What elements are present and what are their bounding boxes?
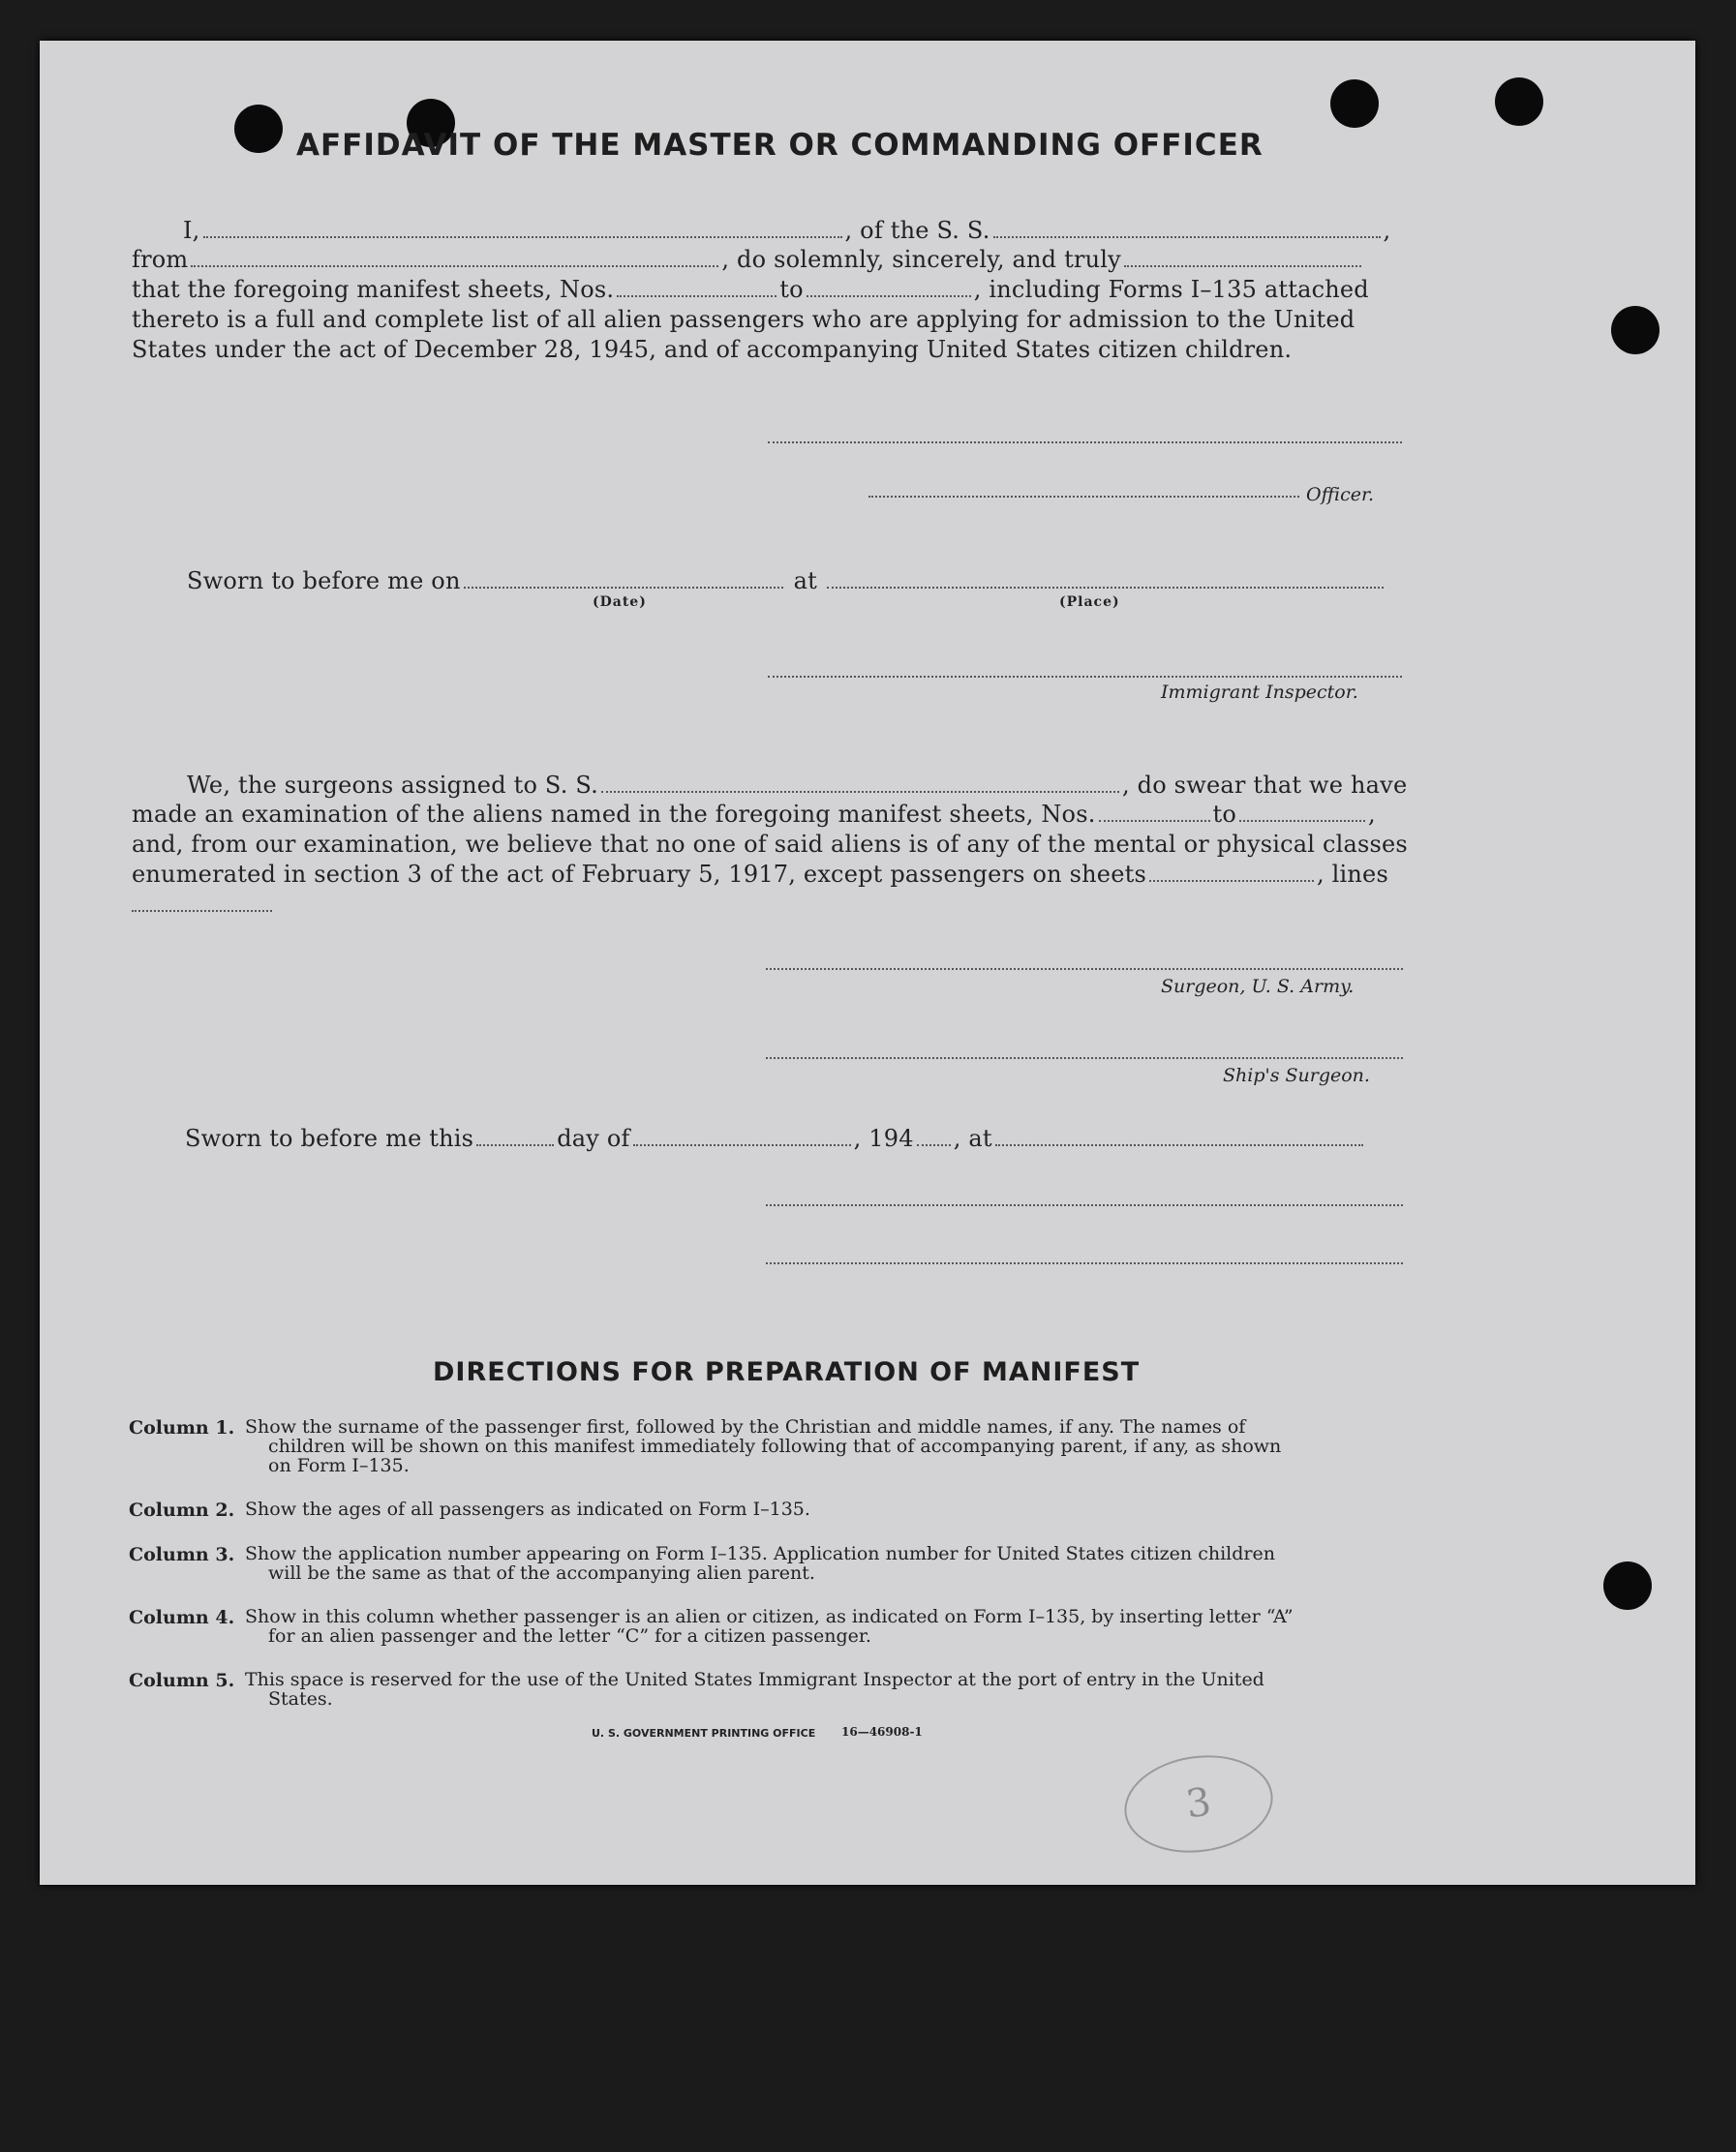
ship-name-field[interactable] bbox=[993, 235, 1381, 238]
text: at bbox=[793, 567, 817, 594]
text: day of bbox=[557, 1125, 630, 1152]
text: for an alien passenger and the letter “C” for a citizen passenger. bbox=[268, 1625, 871, 1647]
surgeon-sheet-to-field[interactable] bbox=[1239, 819, 1365, 822]
army-surgeon-label: Surgeon, U. S. Army. bbox=[1161, 976, 1355, 997]
footer-code: 16—46908-1 bbox=[841, 1725, 923, 1739]
text: that the foregoing manifest sheets, Nos. bbox=[132, 276, 615, 303]
column-1-label: Column 1. bbox=[129, 1417, 235, 1439]
punch-hole bbox=[1495, 77, 1543, 126]
text: We, the surgeons assigned to S. S. bbox=[187, 772, 598, 799]
punch-hole bbox=[234, 105, 283, 153]
from-field[interactable] bbox=[191, 264, 718, 267]
army-surgeon-signature-line[interactable] bbox=[766, 968, 1403, 970]
text: Show the ages of all passengers as indicated on Form I–135. bbox=[245, 1499, 810, 1520]
affidavit-line-1 bbox=[183, 217, 1390, 244]
name-field[interactable] bbox=[203, 235, 842, 238]
officer-signature-line-1[interactable] bbox=[768, 441, 1402, 443]
column-2-text bbox=[245, 1500, 1436, 1519]
officer-line-1[interactable] bbox=[766, 1204, 1403, 1206]
text: , bbox=[1383, 217, 1391, 244]
text: , do swear that we have bbox=[1121, 772, 1408, 799]
text: This space is reserved for the use of the United States Immigrant Inspector at the port of entry in the United bbox=[245, 1669, 1264, 1690]
sheet-from-field[interactable] bbox=[617, 294, 777, 297]
document-page bbox=[40, 41, 1695, 1885]
text: Sworn to before me on bbox=[187, 567, 461, 594]
column-4-label: Column 4. bbox=[129, 1607, 235, 1628]
text: , at bbox=[953, 1125, 992, 1152]
lines-field[interactable] bbox=[132, 910, 272, 912]
officer-label: Officer. bbox=[1306, 484, 1375, 505]
sheet-to-field[interactable] bbox=[807, 294, 971, 297]
stamp-mark: 3 bbox=[1118, 1746, 1279, 1862]
column-3-label: Column 3. bbox=[129, 1544, 235, 1565]
affidavit-line-5: States under the act of December 28, 1945, and of accompanying United States citizen children. bbox=[132, 336, 1293, 363]
affidavit-line-2 bbox=[132, 246, 1364, 273]
surgeons-line-2 bbox=[132, 801, 1376, 828]
year-field[interactable] bbox=[917, 1143, 951, 1146]
text: Show in this column whether passenger is an alien or citizen, as indicated on Form I–135, by inserting letter “A” bbox=[245, 1606, 1294, 1627]
text: Sworn to before me this bbox=[185, 1125, 474, 1152]
officer-signature-line-2[interactable] bbox=[868, 496, 1299, 498]
text: , 194 bbox=[853, 1125, 914, 1152]
text: States. bbox=[268, 1688, 333, 1710]
ship-surgeon-signature-line[interactable] bbox=[766, 1057, 1403, 1059]
text: made an examination of the aliens named in the foregoing manifest sheets, Nos. bbox=[132, 801, 1096, 828]
text: will be the same as that of the accompanying alien parent. bbox=[268, 1562, 815, 1584]
text: , lines bbox=[1316, 861, 1388, 888]
affidavit-line-4: thereto is a full and complete list of all alien passengers who are applying for admission to the United bbox=[132, 306, 1355, 333]
sworn-text-1 bbox=[187, 567, 1386, 594]
text: to bbox=[1212, 801, 1237, 828]
sworn-text-2 bbox=[185, 1125, 1366, 1152]
affidavit-line-3 bbox=[132, 276, 1369, 303]
text: , including Forms I–135 attached bbox=[973, 276, 1369, 303]
inspector-signature-line[interactable] bbox=[768, 676, 1402, 678]
punch-hole bbox=[1611, 306, 1660, 354]
month-field[interactable] bbox=[633, 1143, 851, 1146]
text: I, bbox=[183, 217, 200, 244]
page-title: AFFIDAVIT OF THE MASTER OR COMMANDING OFFICER bbox=[296, 128, 1264, 163]
surgeons-line-1 bbox=[187, 772, 1407, 799]
punch-hole bbox=[1603, 1561, 1652, 1610]
surgeons-line-4 bbox=[132, 861, 1388, 888]
truly-field[interactable] bbox=[1124, 264, 1361, 267]
column-4-text bbox=[245, 1607, 1436, 1646]
ship-surgeon-label: Ship's Surgeon. bbox=[1223, 1065, 1370, 1086]
except-sheets-field[interactable] bbox=[1149, 879, 1314, 882]
text: on Form I–135. bbox=[268, 1455, 410, 1476]
inspector-label: Immigrant Inspector. bbox=[1161, 682, 1358, 703]
day-field[interactable] bbox=[476, 1143, 554, 1146]
column-5-text bbox=[245, 1670, 1436, 1709]
sworn-place-field[interactable] bbox=[827, 586, 1384, 589]
text: Show the application number appearing on Form I–135. Application number for United States citizen children bbox=[245, 1543, 1275, 1564]
punch-hole bbox=[1330, 79, 1379, 128]
officer-line-2[interactable] bbox=[766, 1262, 1403, 1264]
text: from bbox=[132, 246, 189, 273]
column-1-text bbox=[245, 1417, 1436, 1475]
date-caption: (Date) bbox=[593, 594, 647, 610]
text: Show the surname of the passenger first, followed by the Christian and middle names, if any. The names of bbox=[245, 1416, 1246, 1438]
text: to bbox=[779, 276, 804, 303]
column-2-label: Column 2. bbox=[129, 1500, 235, 1521]
footer-printer: U. S. GOVERNMENT PRINTING OFFICE bbox=[592, 1727, 816, 1740]
sworn-date-field[interactable] bbox=[464, 586, 783, 589]
text: , of the S. S. bbox=[844, 217, 990, 244]
sworn-place-field-2[interactable] bbox=[995, 1143, 1363, 1146]
directions-title: DIRECTIONS FOR PREPARATION OF MANIFEST bbox=[433, 1357, 1141, 1387]
column-3-text bbox=[245, 1544, 1436, 1583]
text: , do solemnly, sincerely, and truly bbox=[721, 246, 1121, 273]
text: , bbox=[1368, 801, 1376, 828]
surgeon-sheet-from-field[interactable] bbox=[1099, 819, 1210, 822]
surgeon-ship-field[interactable] bbox=[601, 790, 1119, 793]
surgeons-line-3: and, from our examination, we believe that no one of said aliens is of any of the mental or physical classes bbox=[132, 831, 1408, 858]
text: enumerated in section 3 of the act of February 5, 1917, except passengers on sheets bbox=[132, 861, 1146, 888]
place-caption: (Place) bbox=[1059, 594, 1120, 610]
column-5-label: Column 5. bbox=[129, 1670, 235, 1691]
text: children will be shown on this manifest immediately following that of accompanying parent, if any, as shown bbox=[268, 1436, 1282, 1457]
